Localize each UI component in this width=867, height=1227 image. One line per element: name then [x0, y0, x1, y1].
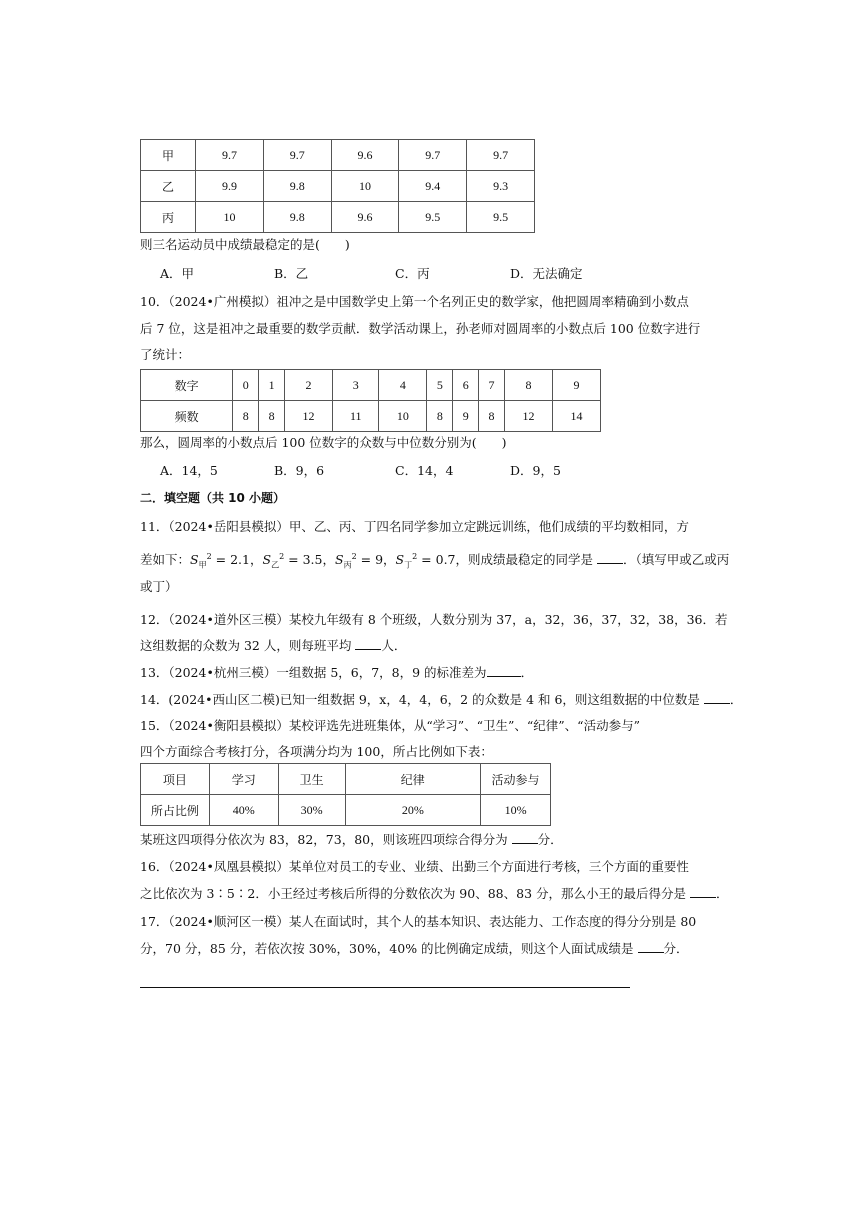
q15-answer-blank[interactable]	[512, 831, 538, 844]
digit-cell: 2	[285, 370, 333, 401]
score-cell: 9.7	[196, 140, 264, 171]
frequency-cell: 8	[259, 401, 285, 432]
score-cell: 9.5	[467, 202, 535, 233]
frequency-cell: 11	[333, 401, 379, 432]
athlete-scores-table	[140, 139, 535, 233]
q16-answer-blank[interactable]	[690, 885, 716, 898]
q11-line3: 或丁）	[140, 579, 178, 594]
q13-answer-blank[interactable]	[487, 664, 521, 677]
q17-line2: 分，70 分，85 分，若依次按 30%，30%，40% 的比例确定成绩，则这个人面试成绩是 分．	[140, 941, 689, 956]
q10-option-c[interactable]: C．14，4	[395, 463, 454, 478]
q10-line1: 10．（2024•广州模拟）祖冲之是中国数学史上第一个名列正史的数学家，他把圆周率精确到小数点	[140, 294, 689, 309]
q12-answer-blank[interactable]	[355, 637, 381, 650]
score-cell: 9.6	[331, 140, 399, 171]
table-row	[141, 140, 535, 171]
table-row	[141, 370, 601, 401]
q12-line2: 这组数据的众数为 32 人，则每班平均 人．	[140, 638, 407, 653]
q10-option-d[interactable]: D．9，5	[510, 463, 561, 478]
q15-line2: 四个方面综合考核打分，各项满分均为 100，所占比例如下表：	[140, 744, 493, 759]
score-cell: 9.6	[331, 202, 399, 233]
weight-cell: 40%	[209, 795, 278, 826]
frequency-cell: 10	[379, 401, 427, 432]
digit-cell: 5	[427, 370, 453, 401]
frequency-cell: 9	[453, 401, 479, 432]
q15-after: 某班这四项得分依次为 83，82，73，80，则该班四项综合得分为 分．	[140, 832, 563, 847]
score-cell: 9.4	[399, 171, 467, 202]
header-cell: 纪律	[345, 764, 481, 795]
q10-option-b[interactable]: B．9，6	[274, 463, 325, 478]
table-row	[141, 764, 551, 795]
q9-option-a[interactable]: A．甲	[160, 266, 195, 281]
q12-line1: 12．（2024•道外区三模）某校九年级有 8 个班级，人数分别为 37，a，32，36，37，32，38，36．若	[140, 612, 728, 627]
table-row	[141, 202, 535, 233]
footer-divider	[140, 987, 630, 988]
q16-line1: 16．（2024•凤凰县模拟）某单位对员工的专业、业绩、出勤三个方面进行考核，三个方面的重要性	[140, 859, 689, 874]
frequency-cell: 12	[504, 401, 552, 432]
score-cell: 9.8	[263, 171, 331, 202]
table-row	[141, 171, 535, 202]
q15-line1: 15．（2024•衡阳县模拟）某校评选先进班集体，从“学习”、“卫生”、“纪律”、“活动参与”	[140, 718, 640, 733]
weight-cell: 10%	[481, 795, 551, 826]
weight-cell: 30%	[278, 795, 345, 826]
digit-cell: 1	[259, 370, 285, 401]
q10-line3: 了统计：	[140, 347, 191, 362]
row-label-cell: 丙	[141, 202, 196, 233]
score-cell: 9.7	[263, 140, 331, 171]
q11-answer-blank[interactable]	[597, 551, 623, 564]
q10-line2: 后 7 位，这是祖冲之最重要的数学贡献．数学活动课上，孙老师对圆周率的小数点后 100 位数字进行	[140, 321, 701, 336]
header-cell: 项目	[141, 764, 210, 795]
digit-cell: 4	[379, 370, 427, 401]
q14-answer-blank[interactable]	[704, 691, 730, 704]
score-cell: 10	[196, 202, 264, 233]
pi-digit-frequency-table	[140, 369, 601, 432]
q17-line1: 17．（2024•顺河区一模）某人在面试时，其个人的基本知识、表达能力、工作态度的得分分别是 80	[140, 914, 697, 929]
q16-line2: 之比依次为 3∶5∶2．小王经过考核后所得的分数依次为 90、88、83 分，那么小王的最后得分是 ．	[140, 886, 729, 901]
digit-cell: 0	[233, 370, 259, 401]
q17-answer-blank[interactable]	[638, 940, 664, 953]
score-cell: 9.8	[263, 202, 331, 233]
digit-cell: 8	[504, 370, 552, 401]
table-row	[141, 401, 601, 432]
table-row	[141, 795, 551, 826]
q10-stem: 那么，圆周率的小数点后 100 位数字的众数与中位数分别为( )	[140, 435, 507, 450]
frequency-cell: 8	[427, 401, 453, 432]
row-label-cell: 甲	[141, 140, 196, 171]
section-heading: 二．填空题（共 10 小题）	[140, 491, 286, 505]
row-label-cell: 乙	[141, 171, 196, 202]
digit-cell: 3	[333, 370, 379, 401]
digit-cell: 7	[479, 370, 505, 401]
evaluation-weight-table	[140, 763, 551, 826]
digit-cell: 6	[453, 370, 479, 401]
score-cell: 9.7	[399, 140, 467, 171]
q10-option-a[interactable]: A．14，5	[160, 463, 218, 478]
frequency-cell: 8	[233, 401, 259, 432]
score-cell: 10	[331, 171, 399, 202]
q14-line: 14．(2024•西山区二模)已知一组数据 9，x，4，4，6，2 的众数是 4 和 6，则这组数据的中位数是 ．	[140, 692, 743, 707]
q11-line1: 11．（2024•岳阳县模拟）甲、乙、丙、丁四名同学参加立定跳远训练，他们成绩的平均数相同，方	[140, 519, 689, 534]
weight-cell: 20%	[345, 795, 481, 826]
frequency-cell: 8	[479, 401, 505, 432]
header-cell: 活动参与	[481, 764, 551, 795]
q9-option-c[interactable]: C．丙	[395, 266, 430, 281]
q9-option-b[interactable]: B．乙	[274, 266, 309, 281]
frequency-cell: 14	[552, 401, 600, 432]
score-cell: 9.3	[467, 171, 535, 202]
digit-cell: 9	[552, 370, 600, 401]
q9-option-d[interactable]: D．无法确定	[510, 266, 583, 281]
q9-stem: 则三名运动员中成绩最稳定的是( )	[140, 237, 350, 252]
header-label-cell: 数字	[141, 370, 233, 401]
weight-cell: 所占比例	[141, 795, 210, 826]
score-cell: 9.5	[399, 202, 467, 233]
q11-line2: 差如下：$S_甲^2 = 2.1$，$S_乙^2 = 3.5$，$S_丙^2 = 9$，$S_丁^2 = 0.7$，则成绩最稳定的同学是 ．（填写甲或乙或丙	[140, 552, 730, 570]
score-cell: 9.9	[196, 171, 264, 202]
q13-line: 13．（2024•杭州三模）一组数据 5，6，7，8，9 的标准差为 ．	[140, 665, 534, 680]
row-label-cell: 频数	[141, 401, 233, 432]
frequency-cell: 12	[285, 401, 333, 432]
score-cell: 9.7	[467, 140, 535, 171]
header-cell: 学习	[209, 764, 278, 795]
header-cell: 卫生	[278, 764, 345, 795]
